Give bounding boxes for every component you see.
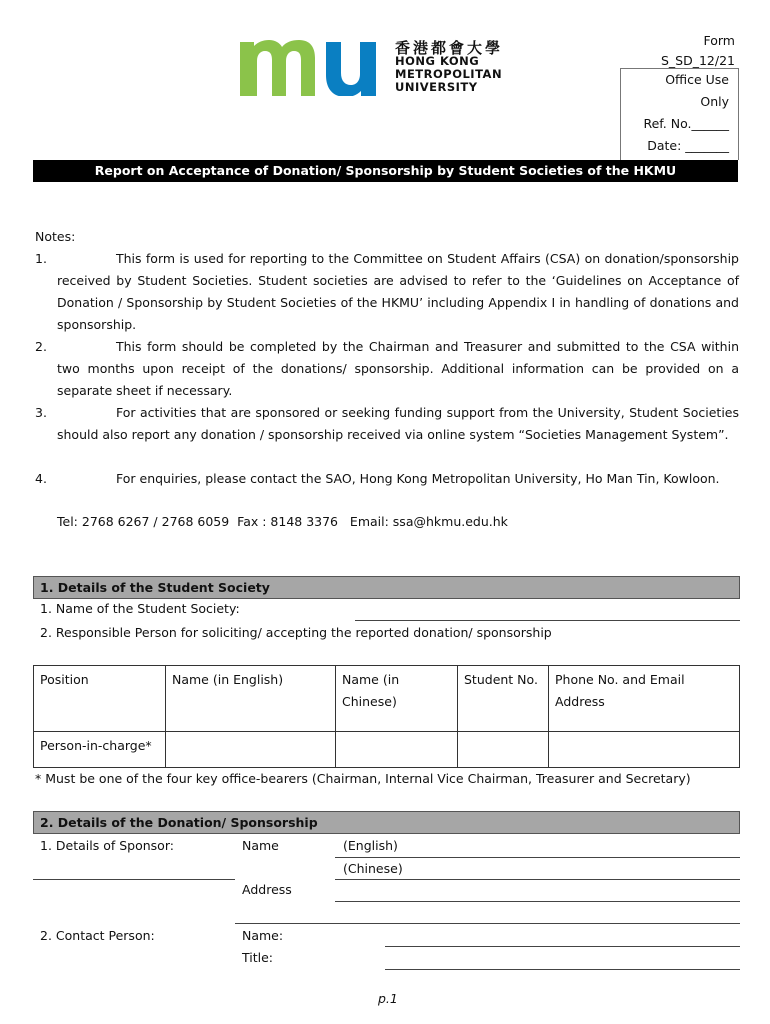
col-position: Position <box>34 666 166 732</box>
note-2-number: 2. <box>35 339 47 354</box>
cell-phone-email[interactable] <box>549 732 740 768</box>
note-2: This form should be completed by the Chairman and Treasurer and submitted to the CSA within two months upon receipt of the donations/ sponsorship. Additional information can be provided on a separate sheet if necessary. <box>57 339 739 398</box>
note-3-number: 3. <box>35 405 47 420</box>
address-input-1[interactable] <box>335 901 740 902</box>
section1-header: 1. Details of the Student Society <box>33 576 740 599</box>
hkmu-logo-mark <box>240 38 382 96</box>
sponsor-name-label: Name <box>242 838 279 853</box>
col-name-english: Name (in English) <box>166 666 336 732</box>
english-label: (English) <box>343 838 398 853</box>
footnote: * Must be one of the four key office-bearers (Chairman, Internal Vice Chairman, Treasurer and Secretary) <box>35 771 691 786</box>
address-label: Address <box>242 882 292 897</box>
responsible-person-table <box>33 665 740 768</box>
address-input-2[interactable] <box>235 923 740 924</box>
contact-person-label: 2. Contact Person: <box>40 928 155 943</box>
cell-name-english[interactable] <box>166 732 336 768</box>
col-student-no: Student No. <box>458 666 549 732</box>
page-number: p.1 <box>378 991 398 1006</box>
form-label: Form <box>703 33 735 48</box>
office-use-only: Only <box>700 94 729 109</box>
date-field: Date: _______ <box>647 138 729 153</box>
cell-name-chinese[interactable] <box>336 732 458 768</box>
note-3: For activities that are sponsored or seeking funding support from the University, Student Societies should also report any donation / sponsorship received via online system “Societies Management System”. <box>57 405 739 442</box>
sponsor-details-input[interactable] <box>33 879 235 880</box>
col-phone-email: Phone No. and Email Address <box>549 666 740 732</box>
page-title: Report on Acceptance of Donation/ Sponsorship by Student Societies of the HKMU <box>33 160 738 182</box>
contact-title-input[interactable] <box>385 969 740 970</box>
row-position: Person-in-charge* <box>34 732 166 768</box>
logo-line3: UNIVERSITY <box>395 80 478 94</box>
notes-heading: Notes: <box>35 229 76 244</box>
cell-student-no[interactable] <box>458 732 549 768</box>
col-name-chinese: Name (in Chinese) <box>336 666 458 732</box>
sponsor-name-chinese-input[interactable] <box>335 879 740 880</box>
society-name-label: 1. Name of the Student Society: <box>40 601 240 616</box>
note-4: For enquiries, please contact the SAO, Hong Kong Metropolitan University, Ho Man Tin, Kowloon. <box>116 471 720 486</box>
note-1-number: 1. <box>35 251 47 266</box>
form-code: S_SD_12/21 <box>660 53 735 68</box>
logo-line2: METROPOLITAN <box>395 67 503 81</box>
logo-line1: HONG KONG <box>395 54 480 68</box>
logo-chinese-name: 香港都會大學 <box>395 39 504 57</box>
sponsor-label: 1. Details of Sponsor: <box>40 838 174 853</box>
chinese-label: (Chinese) <box>343 861 403 876</box>
note-1: This form is used for reporting to the Committee on Student Affairs (CSA) on donation/sponsorship received by Student Societies. Student societies are advised to refer to the ‘Guidelines on Acceptance of Donation / Sponsorship by Student Societies of the HKMU’ including Appendix I in handling of donations and sponsorship. <box>57 251 739 332</box>
office-use-label: Office Use <box>665 72 729 87</box>
contact-name-input[interactable] <box>385 946 740 947</box>
section2-header: 2. Details of the Donation/ Sponsorship <box>33 811 740 834</box>
note-4-number: 4. <box>35 471 47 486</box>
contact-info: Tel: 2768 6267 / 2768 6059 Fax : 8148 3376 Email: ssa@hkmu.edu.hk <box>57 514 508 529</box>
sponsor-name-english-input[interactable] <box>335 857 740 858</box>
office-use-box <box>620 68 739 160</box>
responsible-person-label: 2. Responsible Person for soliciting/ accepting the reported donation/ sponsorship <box>40 625 552 640</box>
contact-title-label: Title: <box>242 950 273 965</box>
society-name-input[interactable] <box>355 620 740 621</box>
ref-no-field: Ref. No.______ <box>643 116 729 131</box>
contact-name-label: Name: <box>242 928 284 943</box>
